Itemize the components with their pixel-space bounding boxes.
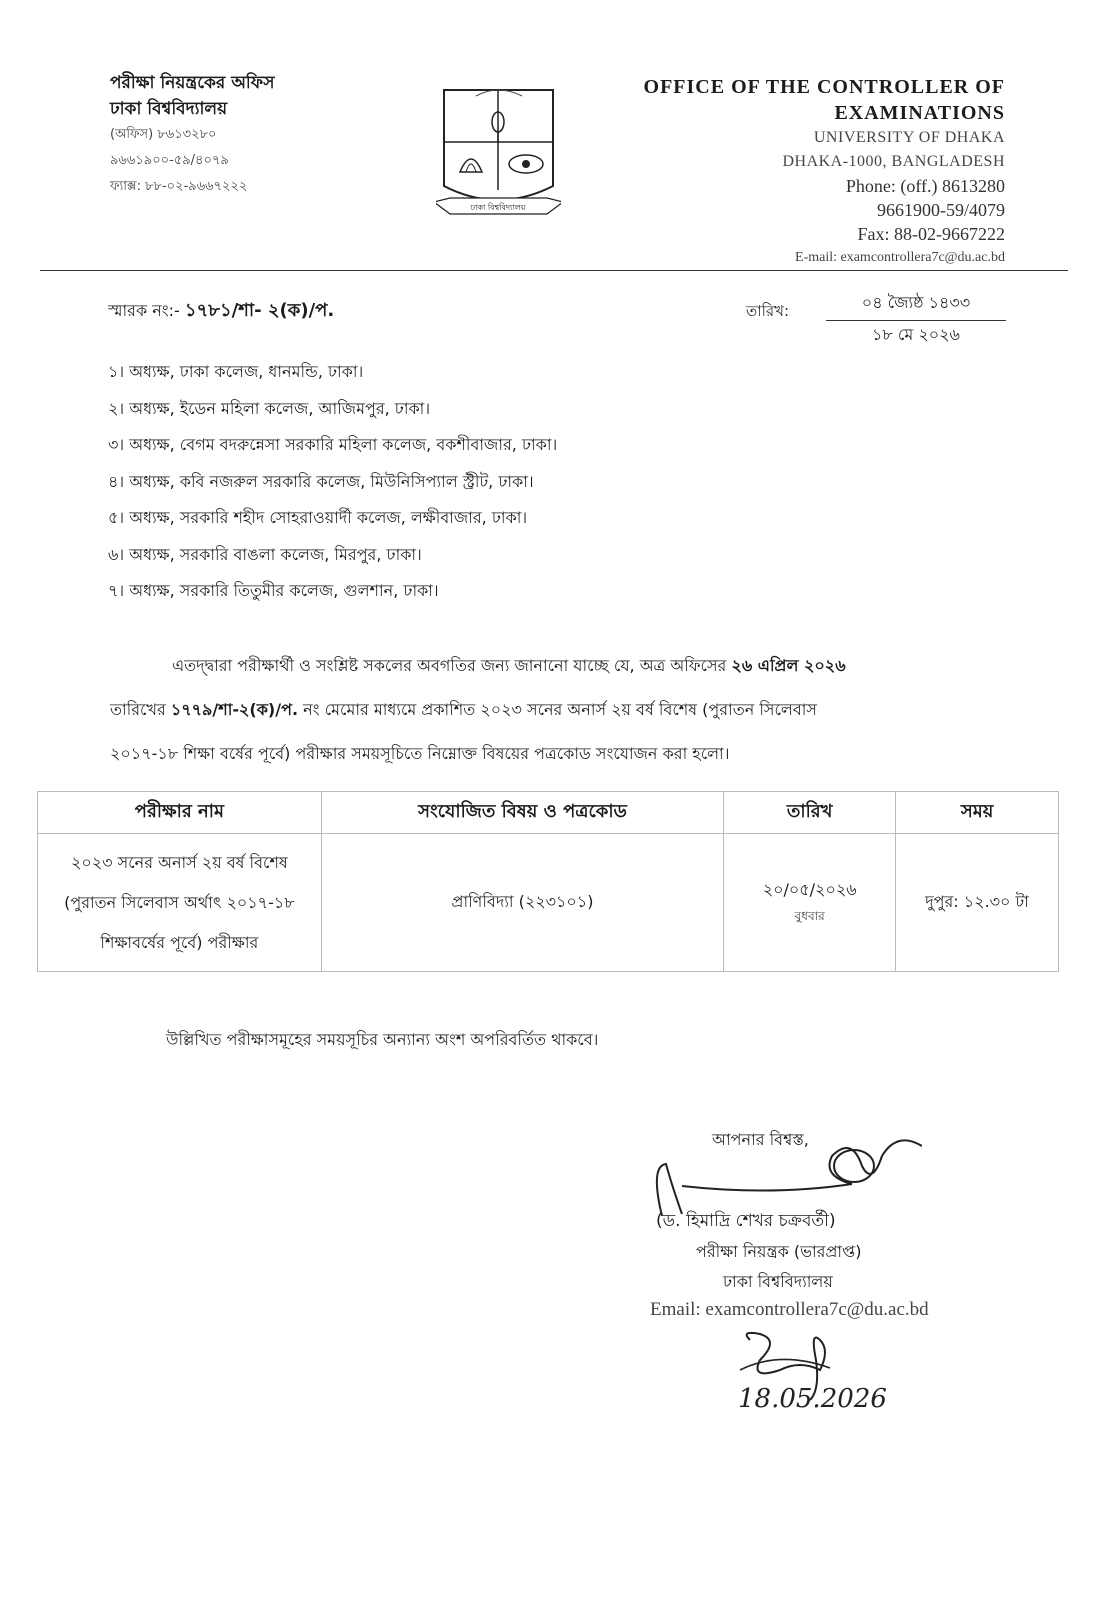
bn-university-name: ঢাকা বিশ্ববিদ্যালয় [110,99,228,119]
date-bangla: ০৪ জ্যৈষ্ঠ ১৪৩৩ [826,290,1006,321]
body-text: নং মেমোর মাধ্যমে প্রকাশিত ২০২৩ সনের অনার্স ২য় বর্ষ বিশেষ (পুরাতন সিলেবাস [298,700,817,719]
header-exam-name: পরীক্ষার নাম [38,792,322,834]
closing-note: উল্লিখিত পরীক্ষাসমূহের সময়সূচির অন্যান্য অংশ অপরিবর্তিত থাকবে। [166,1030,599,1049]
recipient-list [108,354,557,610]
memo-number: ১৭৮১/শা- ২(ক)/প. [184,300,335,321]
header-date: তারিখ [724,792,896,834]
date-english: ১৮ মে ২০২৬ [872,325,960,344]
date-label: তারিখ: [746,302,790,320]
memo-label: স্মারক নং:- [108,301,180,320]
bn-office-title: পরীক্ষা নিয়ন্ত্রকের অফিস [110,73,275,93]
list-item: ৭। অধ্যক্ষ, সরকারি তিতুমীর কলেজ, গুলশান, ঢাকা। [108,581,439,600]
exam-day: বুধবার [794,909,825,923]
signature-closing: আপনার বিশ্বস্ত, [712,1130,809,1149]
list-item: ৬। অধ্যক্ষ, সরকারি বাঙলা কলেজ, মিরপুর, ঢাকা। [108,544,422,564]
en-email: E-mail: examcontrollera7c@du.ac.bd [795,250,1005,265]
header-time: সময় [896,792,1059,834]
cell-exam-name [38,834,322,972]
bn-phone-2: ৯৬৬১৯০০-৫৯/৪০৭৯ [110,153,229,168]
bn-office-block [110,70,274,200]
en-university-name: UNIVERSITY OF DHAKA [813,129,1005,146]
table-row [38,834,1059,972]
en-address: DHAKA-1000, BANGLADESH [782,153,1005,170]
list-item: ১। অধ্যক্ষ, ঢাকা কলেজ, ধানমন্ডি, ঢাকা। [108,362,364,381]
notice-body [110,644,990,776]
signatory-designation: পরীক্ষা নিয়ন্ত্রক (ভারপ্রাপ্ত) [696,1242,862,1261]
schedule-table [37,791,1059,972]
body-line-1 [110,644,990,688]
table-header-row [38,792,1059,834]
body-line-2 [110,688,990,732]
exam-name-line: ২০২৩ সনের অনার্স ২য় বর্ষ বিশেষ [70,852,288,872]
signatory-email: Email: examcontrollera7c@du.ac.bd [650,1299,929,1320]
en-phone-2: 9661900-59/4079 [877,200,1005,220]
signatory-name: (ড. হিমাদ্রি শেখর চক্রবর্তী) [656,1211,836,1231]
en-office-title-1: OFFICE OF THE CONTROLLER OF [643,76,1005,98]
en-office-block [644,74,1005,270]
reference-date: ২৬ এপ্রিল ২০২৬ [731,656,846,675]
university-logo [436,86,561,226]
body-text: এতদ্দ্বারা পরীক্ষার্থী ও সংশ্লিষ্ট সকলের অবগতির জন্য জানানো যাচ্ছে যে, অত্র অফিসের [172,656,732,675]
list-item: ৩। অধ্যক্ষ, বেগম বদরুন্নেসা সরকারি মহিলা কলেজ, বকশীবাজার, ঢাকা। [108,435,558,454]
exam-name-line: (পুরাতন সিলেবাস অর্থাৎ ২০১৭-১৮ [64,892,295,912]
handwritten-signature [622,1126,922,1216]
handwritten-date: 18.05.2026 [738,1384,887,1414]
body-text: তারিখের [110,700,171,719]
en-fax: Fax: 88-02-9667222 [857,224,1005,244]
cell-date [724,834,896,972]
body-line-3: ২০১৭-১৮ শিক্ষা বর্ষের পূর্বে) পরীক্ষার সময়সূচিতে নিম্নোক্ত বিষয়ের পত্রকোড সংযোজন করা হলো। [110,744,730,763]
en-office-title-2: EXAMINATIONS [834,102,1005,124]
cell-subject: প্রাণিবিদ্যা (২২৩১০১) [321,834,724,972]
en-phone: Phone: (off.) 8613280 [845,176,1005,196]
header-subject-code: সংযোজিত বিষয় ও পত্রকোড [321,792,724,834]
reference-memo: ১৭৭৯/শা-২(ক)/প. [170,700,299,719]
cell-time: দুপুর: ১২.৩০ টা [896,834,1059,972]
memo-reference [108,296,334,327]
header-divider [40,270,1068,271]
signatory-university: ঢাকা বিশ্ববিদ্যালয় [723,1272,833,1291]
bn-fax: ফ্যাক্স: ৮৮-০২-৯৬৬৭২২২ [110,179,248,194]
list-item: ৪। অধ্যক্ষ, কবি নজরুল সরকারি কলেজ, মিউনিসিপ্যাল স্ট্রীট, ঢাকা। [108,471,534,491]
bn-office-phone: (অফিস) ৮৬১৩২৮০ [110,127,217,142]
list-item: ২। অধ্যক্ষ, ইডেন মহিলা কলেজ, আজিমপুর, ঢাকা। [108,398,431,418]
exam-name-line: শিক্ষাবর্ষের পূর্বে) পরীক্ষার [100,932,259,952]
list-item: ৫। অধ্যক্ষ, সরকারি শহীদ সোহরাওয়ার্দী কলেজ, লক্ষীবাজার, ঢাকা। [108,508,528,527]
exam-date: ২০/০৫/২০২৬ [762,880,857,899]
logo-banner-text: ঢাকা বিশ্ববিদ্যালয় [470,203,526,212]
